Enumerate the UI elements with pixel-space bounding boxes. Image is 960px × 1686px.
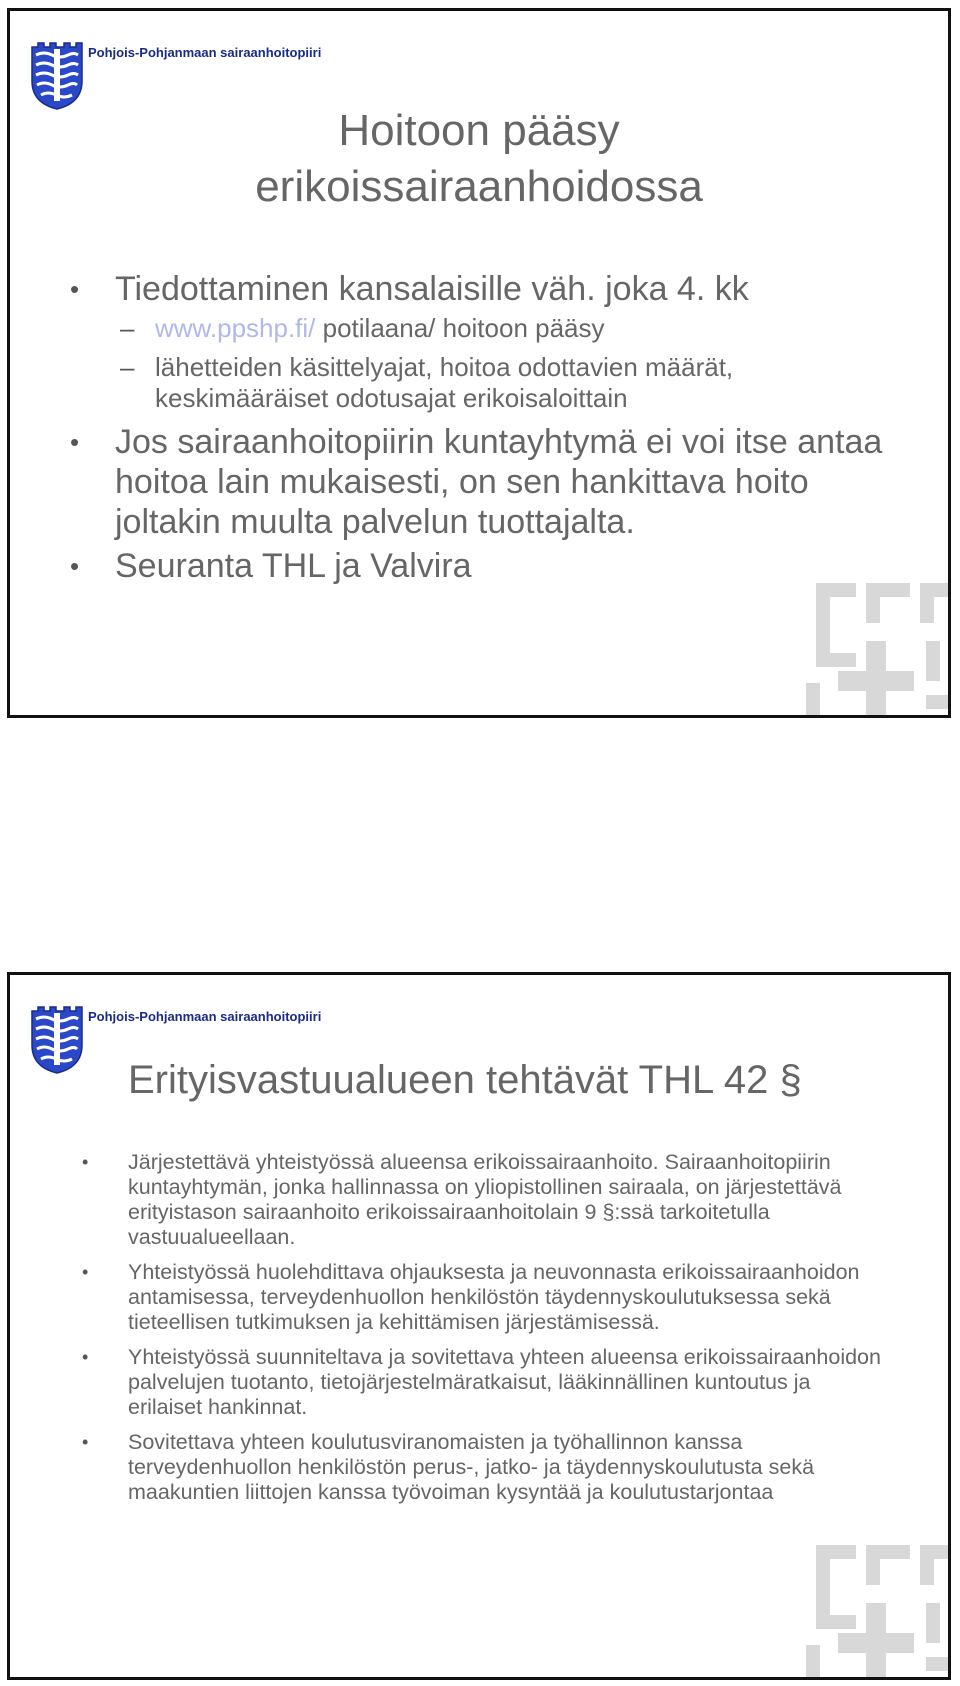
bullet-item: • Järjestettävä yhteistyössä alueensa erikoissairaanhoito. Sairaanhoitopiirin kuntayhtymän, jonka hallinnassa on yliopistollinen sairaala, on järjestettävä erityistason sairaanhoito erikoissairaanhoitolain 9 §:ssä tarkoitetulla vastuualueellaan.	[82, 1150, 882, 1250]
bullet-list	[70, 269, 910, 590]
bullet-item: • Sovitettava yhteen koulutusviranomaisten ja työhallinnon kanssa terveydenhuollon henkilöstön perus-, jatko- ja täydennyskoulutusta sekä maakuntien liittojen kanssa työvoiman kysyntää ja koulutustarjontaa	[82, 1430, 882, 1505]
sub-bullet-item: – lähetteiden käsittelyajat, hoitoa odottavien määrät, keskimääräiset odotusajat erikoisaloittain	[70, 352, 910, 414]
title-line-2: erikoissairaanhoidossa	[255, 162, 703, 211]
coat-of-arms-logo-icon	[30, 41, 84, 111]
sub-bullet-text: potilaana/ hoitoon pääsy	[315, 313, 605, 343]
bullet-item: • Yhteistyössä huolehdittava ohjauksesta ja neuvonnasta erikoissairaanhoidon antamisessa, terveydenhuollon henkilöstön täydennyskoulutuksessa sekä tieteellisen tutkimuksen ja kehittämisen järjestämisessä.	[82, 1260, 882, 1335]
organization-name: Pohjois-Pohjanmaan sairaanhoitopiiri	[88, 45, 322, 60]
bullet-item: • Yhteistyössä suunniteltava ja sovitettava yhteen alueensa erikoissairaanhoidon palvelujen tuotanto, tietojärjestelmäratkaisut, lääkinnällinen kuntoutus ja erilaiset hankinnat.	[82, 1345, 882, 1420]
slide-title	[10, 103, 948, 215]
bullet-item: • Seuranta THL ja Valvira	[70, 546, 910, 586]
slide-title: Erityisvastuualueen tehtävät THL 42 §	[128, 1058, 802, 1102]
bullet-item: • Tiedottaminen kansalaisille väh. joka 4. kk	[70, 269, 910, 309]
ppshp-link[interactable]: www.ppshp.fi/	[155, 313, 316, 343]
title-line-1: Hoitoon pääsy	[338, 106, 620, 155]
bullet-list	[82, 1150, 882, 1515]
slide-1	[7, 8, 951, 718]
sub-bullet-item	[70, 313, 910, 344]
bullet-item: • Jos sairaanhoitopiirin kuntayhtymä ei voi itse antaa hoitoa lain mukaisesti, on sen hankittava hoito joltakin muulta palvelun tuottajalta.	[70, 422, 910, 542]
cross-watermark-icon	[806, 1545, 951, 1680]
organization-name: Pohjois-Pohjanmaan sairaanhoitopiiri	[88, 1009, 322, 1024]
slide-2	[7, 972, 951, 1680]
coat-of-arms-logo-icon	[30, 1005, 84, 1075]
cross-watermark-icon	[806, 583, 951, 718]
